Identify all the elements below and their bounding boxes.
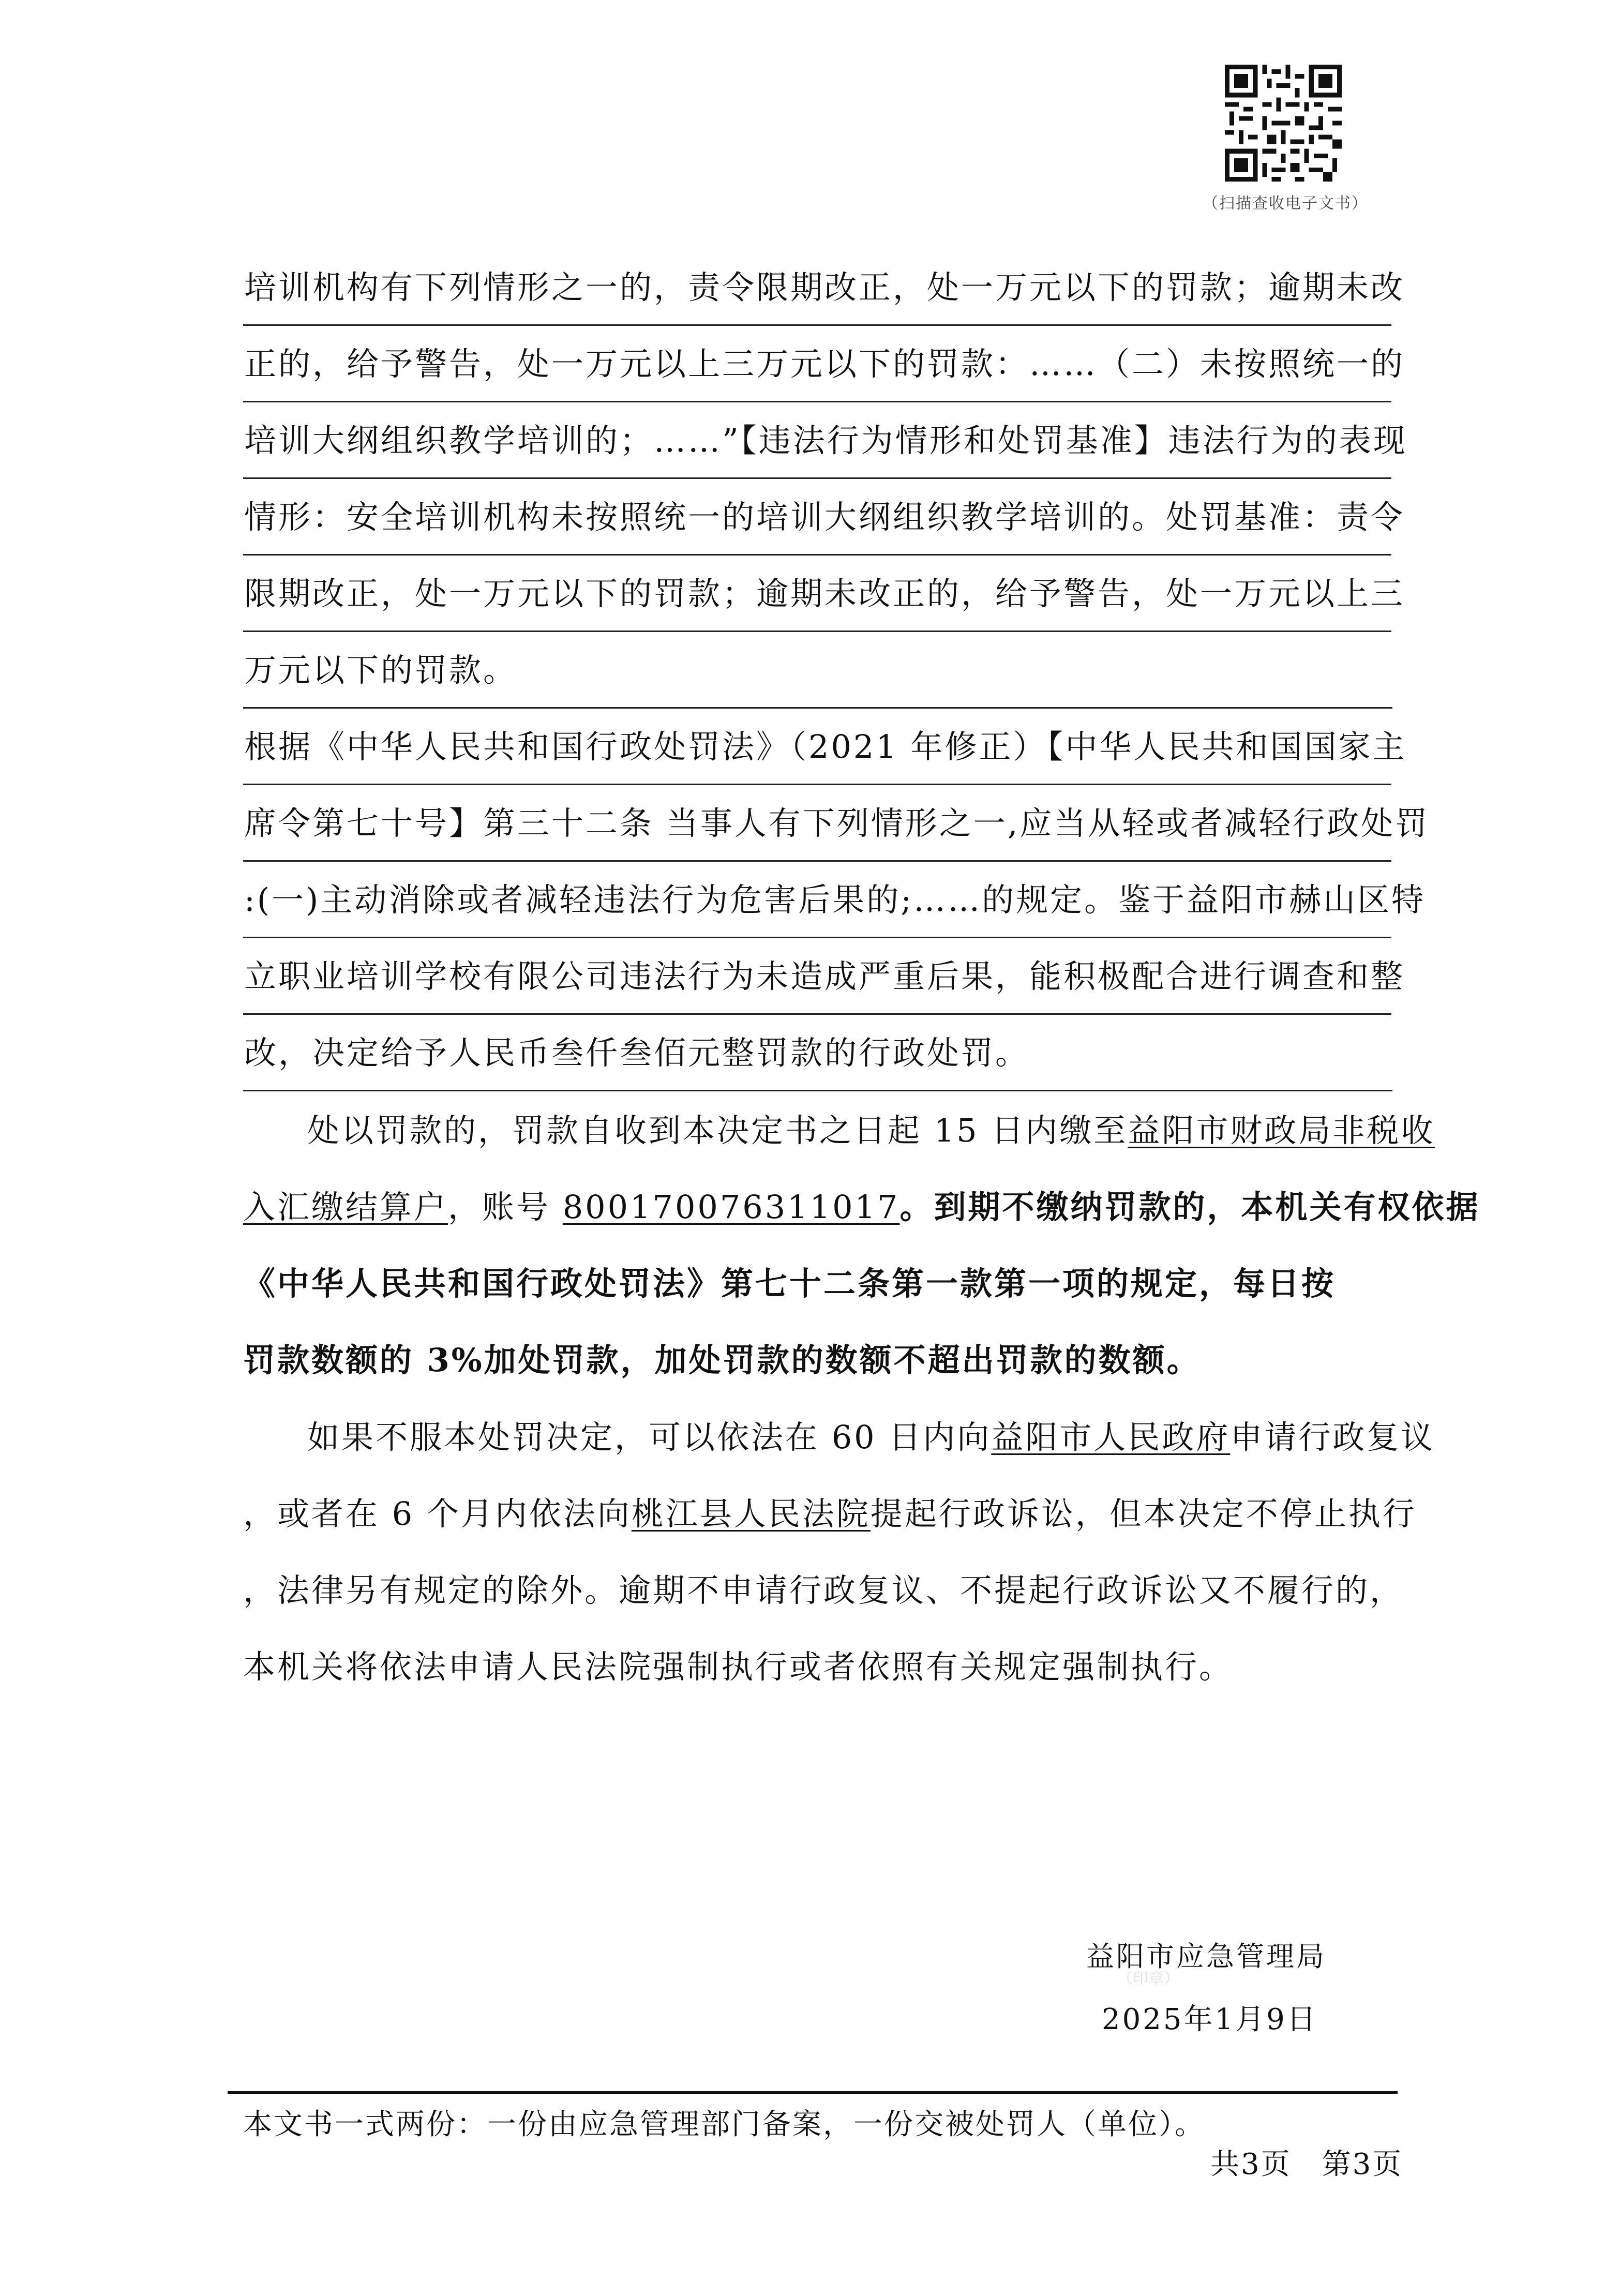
seal-placeholder: （印章） (1117, 1970, 1179, 1988)
text-line: 席令第七十号】第三十二条 当事人有下列情形之一,应当从轻或者减轻行政处罚 (243, 785, 1391, 862)
text-line: 限期改正，处一万元以下的罚款；逾期未改正的，给予警告，处一万元以上三 (243, 556, 1391, 632)
text-line (243, 1476, 1417, 1552)
appeal-paragraph (243, 1399, 1435, 1705)
text-line (243, 1399, 1435, 1476)
text-line: 《中华人民共和国行政处罚法》第七十二条第一款第一项的规定，每日按 (243, 1265, 1336, 1302)
payment-text: 处以罚款的，罚款自收到本决定书之日起 15 日内缴至 (307, 1112, 1128, 1149)
payee-account-name: 入汇缴结算户 (243, 1188, 448, 1226)
payment-text: 。到期不缴纳罚款的，本机关有权依据 (899, 1188, 1480, 1226)
text-line: 培训机构有下列情形之一的，责令限期改正，处一万元以下的罚款；逾期未改 (243, 249, 1391, 326)
qr-code-icon (1225, 65, 1342, 182)
review-authority: 益阳市人民政府 (991, 1418, 1231, 1456)
text-line: 情形：安全培训机构未按照统一的培训大纲组织教学培训的。处罚基准：责令 (243, 479, 1391, 556)
issue-date: 2025年1月9日 (1102, 2003, 1318, 2036)
text-line: ，法律另有规定的除外。逾期不申请行政复议、不提起行政诉讼又不履行的， (243, 1571, 1404, 1609)
payee-account-name: 益阳市财政局非税收 (1128, 1112, 1435, 1149)
payment-text: ，账号 (448, 1188, 563, 1226)
court-name: 桃江县人民法院 (631, 1495, 871, 1533)
appeal-text: 提起行政诉讼，但本决定不停止执行 (870, 1495, 1417, 1533)
qr-caption: （扫描查收电子文书） (1203, 194, 1368, 213)
page-number: 共3页 第3页 (1210, 2148, 1403, 2181)
text-line (243, 1169, 1480, 1245)
appeal-text: 如果不服本处罚决定，可以依法在 60 日内向 (307, 1418, 992, 1456)
text-line: 根据《中华人民共和国行政处罚法》（2021 年修正）【中华人民共和国国家主 (243, 709, 1391, 785)
text-line: :(一)主动消除或者减轻违法行为危害后果的;……的规定。鉴于益阳市赫山区特 (243, 862, 1391, 938)
issuing-authority: 益阳市应急管理局 (1086, 1940, 1326, 1973)
account-number: 800170076311017 (562, 1188, 900, 1226)
payment-paragraph (243, 1092, 1480, 1399)
footer-divider (228, 2091, 1398, 2094)
appeal-text: ，或者在 6 个月内依法向 (243, 1495, 632, 1533)
footer-note: 本文书一式两份：一份由应急管理部门备案，一份交被处罚人（单位）。 (243, 2108, 1205, 2141)
text-line: 立职业培训学校有限公司违法行为未造成严重后果，能积极配合进行调查和整 (243, 938, 1391, 1015)
text-line: 培训大纲组织教学培训的；……”【违法行为情形和处罚基准】违法行为的表现 (243, 402, 1391, 479)
text-line: 本机关将依法申请人民法院强制执行或者依照有关规定强制执行。 (243, 1648, 1234, 1686)
text-line: 正的，给予警告，处一万元以上三万元以下的罚款：……（二）未按照统一的 (243, 326, 1391, 402)
appeal-text: 申请行政复议 (1230, 1418, 1435, 1456)
text-line (243, 1092, 1435, 1169)
legal-basis-section (243, 249, 1407, 709)
text-line: 罚款数额的 3%加处罚款，加处罚款的数额不超出罚款的数额。 (243, 1341, 1201, 1379)
text-line: 万元以下的罚款。 (243, 632, 1392, 709)
text-line: 改，决定给予人民币叁仟叁佰元整罚款的行政处罚。 (243, 1015, 1392, 1091)
mitigation-section (243, 709, 1430, 1091)
